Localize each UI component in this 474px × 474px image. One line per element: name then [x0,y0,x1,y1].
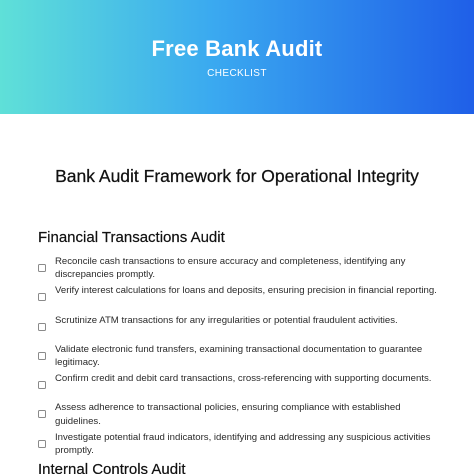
checkbox[interactable] [38,352,46,360]
section-heading-internal-controls: Internal Controls Audit [38,461,186,474]
checklist-item-text: Verify interest calculations for loans and deposits, ensuring precision in financial reporting. [55,285,437,297]
checkbox[interactable] [38,323,46,331]
checklist-item [38,431,438,460]
checkbox[interactable] [38,293,46,301]
checklist-item-text: Investigate potential fraud indicators, identifying and addressing any suspicious activities promptly. [55,431,431,457]
checkbox[interactable] [38,440,46,448]
checklist-item [38,401,438,430]
checklist-item [38,255,438,284]
checklist-item [38,284,438,313]
checklist-item [38,372,438,401]
financial-transactions-checklist [38,255,438,460]
checklist-item-text: Validate electronic fund transfers, examining transactional documentation to guarantee legitimacy. [55,343,423,369]
checklist-item-text: Confirm credit and debit card transactions, cross-referencing with supporting documents. [55,373,432,385]
checklist-item-text: Reconcile cash transactions to ensure accuracy and completeness, identifying any discrepancies promptly. [55,256,406,281]
checkbox[interactable] [38,264,46,272]
checklist-item-text: Scrutinize ATM transactions for any irregularities or potential fraudulent activities. [55,314,398,326]
document-title: Bank Audit Framework for Operational Integrity [55,166,419,186]
checkbox[interactable] [38,381,46,389]
checklist-item [38,343,438,372]
checklist-item [38,314,438,343]
checkbox[interactable] [38,410,46,418]
header-banner [0,0,474,114]
section-heading-financial-transactions: Financial Transactions Audit [38,229,225,246]
checklist-item-text: Assess adherence to transactional policies, ensuring compliance with established guidelines. [55,402,401,427]
banner-title: Free Bank Audit [151,36,323,61]
banner-subtitle: CHECKLIST [207,68,267,79]
